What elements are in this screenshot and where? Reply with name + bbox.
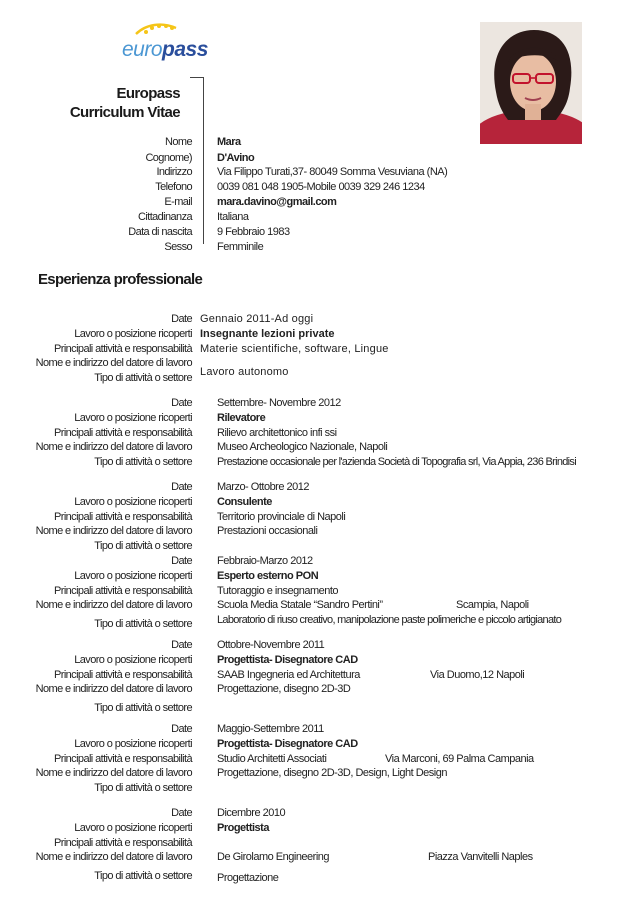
value-activities: Territorio provinciale di Napoli [217,511,346,523]
label-date: Date [171,313,192,325]
value-sector: Prestazione occasionale per l'azienda Società di Topografia srl, Via Appia, 236 Brindisi [217,456,576,468]
label-date: Date [171,397,192,409]
value-sector: Lavoro autonomo [200,366,289,378]
value-activities: Materie scientifiche, software, Lingue [200,343,389,355]
vertical-divider [203,77,204,244]
value-employer-place: Piazza Vanvitelli Naples [428,851,533,863]
label-email: E-mail [164,196,192,208]
value-activities-place: Via Duomo,12 Napoli [430,669,525,681]
value-sector: Progettazione [217,872,279,884]
label-birth-date: Data di nascita [128,226,192,238]
value-date: Maggio-Settembre 2011 [217,723,324,735]
cv-title-line1: Europass [116,85,180,102]
value-last-name: D'Avino [217,152,255,164]
label-position: Lavoro o posizione ricoperti [74,570,192,582]
value-date: Settembre- Novembre 2012 [217,397,341,409]
value-position: Insegnante lezioni private [200,328,335,340]
label-sex: Sesso [164,241,192,253]
label-sector: Tipo di attività o settore [94,702,192,714]
label-sector: Tipo di attività o settore [94,540,192,552]
value-activities: SAAB Ingegneria ed Architettura [217,669,360,681]
value-position: Rilevatore [217,412,266,424]
value-email[interactable]: mara.davino@gmail.com [217,196,337,208]
label-position: Lavoro o posizione ricoperti [74,738,192,750]
label-employer: Nome e indirizzo del datore di lavoro [35,767,192,779]
label-employer: Nome e indirizzo del datore di lavoro [35,357,192,369]
label-sector: Tipo di attività o settore [94,870,192,882]
value-position: Progettista [217,822,269,834]
value-date: Gennaio 2011-Ad oggi [200,313,314,325]
label-employer: Nome e indirizzo del datore di lavoro [35,441,192,453]
label-citizenship: Cittadinanza [138,211,192,223]
value-employer: De Girolamo Engineering [217,851,330,863]
profile-photo [480,22,582,144]
value-position: Consulente [217,496,272,508]
value-birth-date: 9 Febbraio 1983 [217,226,290,238]
label-last-name: Cognome) [145,152,192,164]
logo-wordmark: europass [122,38,208,61]
label-activities: Principali attività e responsabilità [54,837,192,849]
label-date: Date [171,807,192,819]
value-sex: Femminile [217,241,264,253]
label-sector: Tipo di attività o settore [94,456,192,468]
label-sector: Tipo di attività o settore [94,782,192,794]
value-date: Ottobre-Novembre 2011 [217,639,325,651]
label-date: Date [171,639,192,651]
label-activities: Principali attività e responsabilità [54,511,192,523]
value-activities: Studio Architetti Associati [217,753,327,765]
value-date: Febbraio-Marzo 2012 [217,555,313,567]
label-date: Date [171,481,192,493]
label-date: Date [171,723,192,735]
label-employer: Nome e indirizzo del datore di lavoro [35,851,192,863]
label-phone: Telefono [155,181,192,193]
value-employer: Progettazione, disegno 2D-3D [217,683,351,695]
value-date: Marzo- Ottobre 2012 [217,481,309,493]
label-position: Lavoro o posizione ricoperti [74,412,192,424]
value-position: Progettista- Disegnatore CAD [217,654,358,666]
label-first-name: Nome [165,136,192,148]
label-employer: Nome e indirizzo del datore di lavoro [35,525,192,537]
label-activities: Principali attività e responsabilità [54,753,192,765]
value-position: Esperto esterno PON [217,570,319,582]
value-employer-place: Scampia, Napoli [456,599,529,611]
label-date: Date [171,555,192,567]
value-employer: Prestazioni occasionali [217,525,318,537]
value-first-name: Mara [217,136,241,148]
label-position: Lavoro o posizione ricoperti [74,822,192,834]
label-sector: Tipo di attività o settore [94,618,192,630]
value-activities: Rilievo architettonico infi ssi [217,427,337,439]
europass-logo [112,20,208,64]
value-position: Progettista- Disegnatore CAD [217,738,358,750]
value-activities-place: Via Marconi, 69 Palma Campania [385,753,534,765]
value-employer: Scuola Media Statale “Sandro Pertini” [217,599,383,611]
value-date: Dicembre 2010 [217,807,286,819]
label-address: Indirizzo [156,166,192,178]
value-employer: Museo Archeologico Nazionale, Napoli [217,441,388,453]
divider-tick [190,77,204,78]
cv-title [70,84,180,122]
label-activities: Principali attività e responsabilità [54,343,192,355]
value-phone: 0039 081 048 1905-Mobile 0039 329 246 1234 [217,181,425,193]
label-position: Lavoro o posizione ricoperti [74,496,192,508]
cv-title-line2: Curriculum Vitae [69,104,180,121]
label-employer: Nome e indirizzo del datore di lavoro [35,599,192,611]
label-position: Lavoro o posizione ricoperti [74,654,192,666]
value-sector: Laboratorio di riuso creativo, manipolazione paste polimeriche e piccolo artigianato [217,614,562,626]
label-activities: Principali attività e responsabilità [54,669,192,681]
label-employer: Nome e indirizzo del datore di lavoro [35,683,192,695]
label-activities: Principali attività e responsabilità [54,427,192,439]
section-title: Esperienza professionale [38,271,203,288]
value-citizenship: Italiana [217,211,249,223]
value-address: Via Filippo Turati,37- 80049 Somma Vesuviana (NA) [217,166,448,178]
label-position: Lavoro o posizione ricoperti [74,328,192,340]
label-sector: Tipo di attività o settore [94,372,192,384]
label-activities: Principali attività e responsabilità [54,585,192,597]
value-activities: Tutoraggio e insegnamento [217,585,339,597]
value-employer: Progettazione, disegno 2D-3D, Design, Light Design [217,767,447,779]
